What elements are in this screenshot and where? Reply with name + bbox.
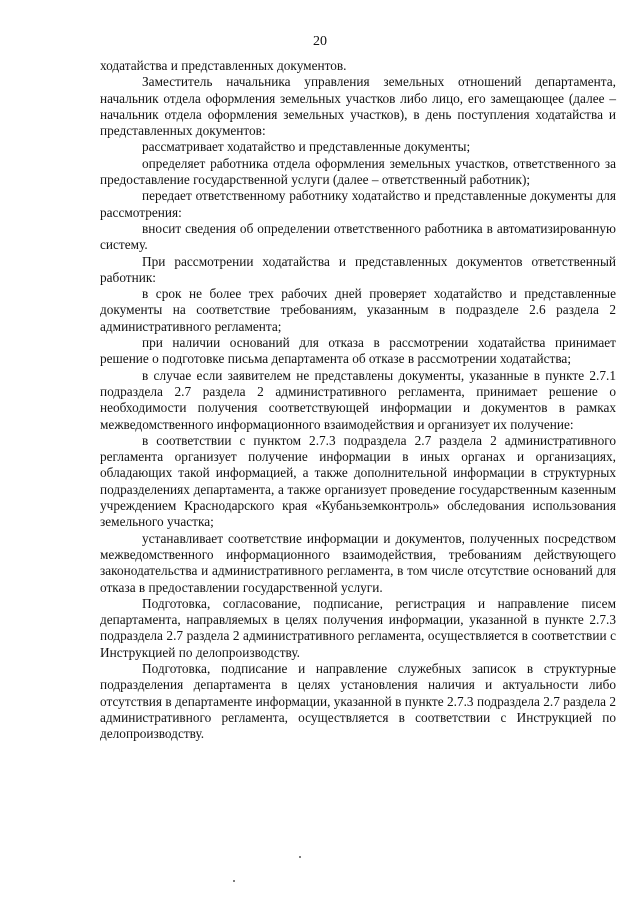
paragraph: Заместитель начальника управления земельных отношений департамента, начальник отдела оформления земельных участков либо лицо, его замещающее (далее – начальник отдела оформления земельных участков), в день поступления ходатайства и представленных документов: (100, 74, 616, 139)
document-body (100, 58, 616, 742)
paragraph: Подготовка, подписание и направление служебных записок в структурные подразделения департамента в целях установления наличия и актуальности либо отсутствия в департаменте информации, указанной в пункте 2.7.3 подраздела 2.7 раздела 2 административного регламента, осуществляется в соответствии с Инструкцией по делопроизводству. (100, 660, 616, 742)
paragraph: При рассмотрении ходатайства и представленных документов ответственный работник: (100, 253, 616, 285)
paragraph: в срок не более трех рабочих дней проверяет ходатайство и представленные документы на соответствие требованиям, указанным в подразделе 2.6 раздела 2 административного регламента; (100, 286, 616, 334)
paragraph: в соответствии с пунктом 2.7.3 подраздела 2.7 раздела 2 административного регламента организует получение информации в иных органах и организациях, обладающих такой информацией, а также дополнительной информации в структурных подразделениях департамента, а также организует проведение государственным казенным учреждением Краснодарского края «Кубаньземконтроль» обследования использования земельного участка; (100, 432, 616, 530)
scan-speck (233, 880, 235, 882)
scan-speck (299, 856, 301, 858)
paragraph: передает ответственному работнику ходатайство и представленные документы для рассмотрения: (100, 188, 616, 220)
paragraph: устанавливает соответствие информации и документов, полученных посредством межведомственного информационного взаимодействия, требованиям действующего законодательства и административного регламента, в том числе отсутствие оснований для отказа в предоставлении государственной услуги. (100, 530, 616, 595)
paragraph: рассматривает ходатайство и представленные документы; (142, 139, 471, 155)
paragraph: определяет работника отдела оформления земельных участков, ответственного за предоставление государственной услуги (далее – ответственный работник); (100, 155, 616, 188)
paragraph: Подготовка, согласование, подписание, регистрация и направление писем департамента, направляемых в целях получения информации, указанной в пункте 2.7.3 подраздела 2.7 раздела 2 административного регламента, осуществляется в соответствии с Инструкцией по делопроизводству. (100, 595, 616, 660)
paragraph: вносит сведения об определении ответственного работника в автоматизированную систему. (100, 220, 616, 253)
paragraph: ходатайства и представленных документов. (100, 58, 347, 73)
paragraph: при наличии оснований для отказа в рассмотрении ходатайства принимает решение о подготовке письма департамента об отказе в рассмотрении ходатайства; (100, 335, 616, 367)
paragraph: в случае если заявителем не представлены документы, указанные в пункте 2.7.1 подраздела 2.7 раздела 2 административного регламента, принимает решение о необходимости получения соответствующей информации и документов в рамках межведомственного информационного взаимодействия и организует их получение: (100, 367, 616, 432)
page-number: 20 (313, 34, 327, 49)
